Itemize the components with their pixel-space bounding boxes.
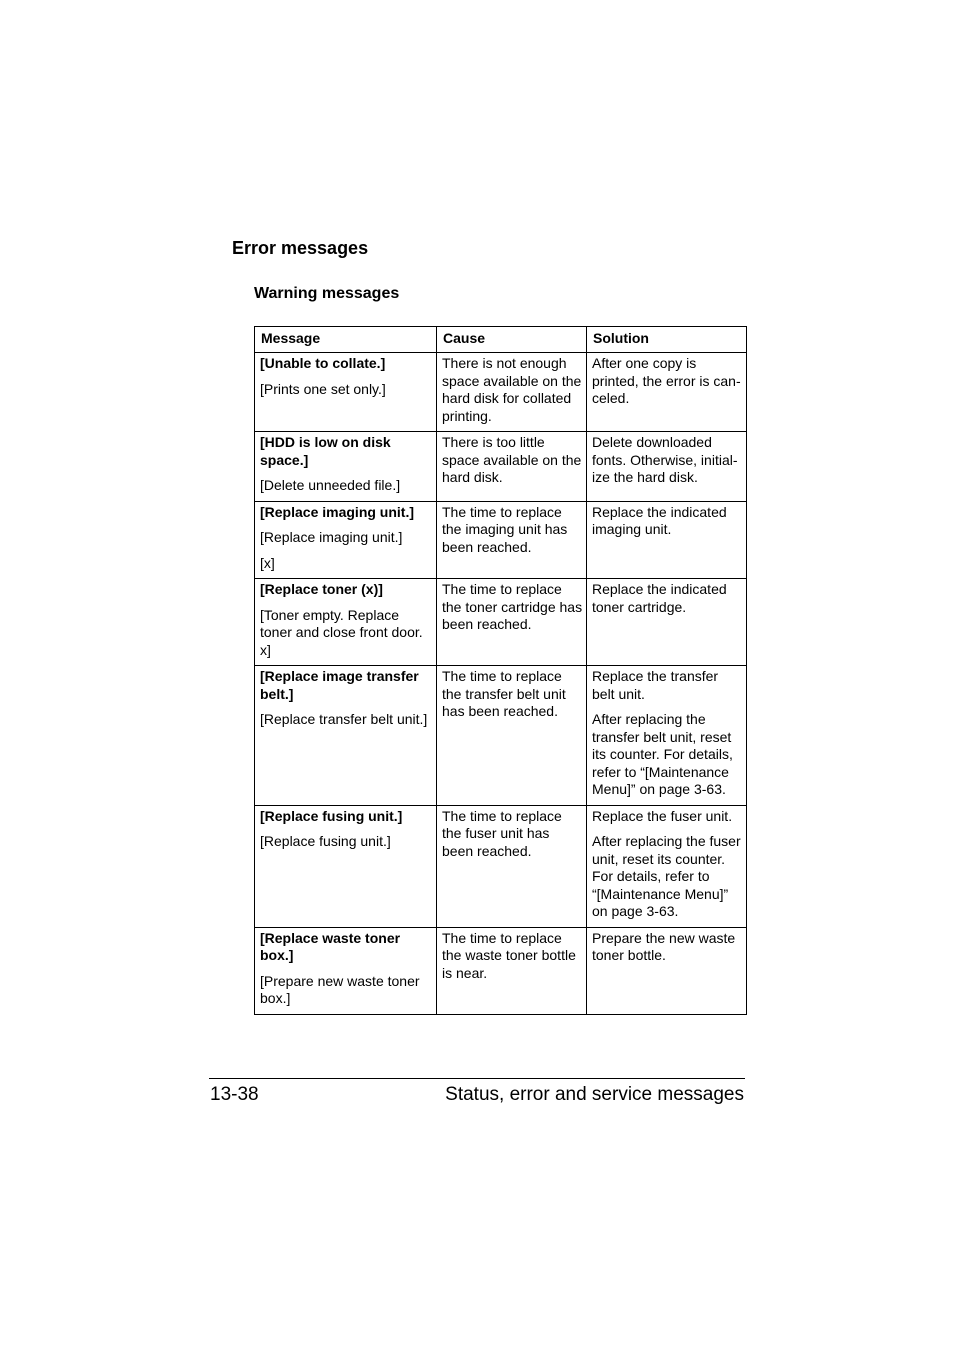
solution-cell <box>587 666 747 806</box>
solution-text: Replace the indicated imaging unit. <box>592 503 727 537</box>
column-header-solution: Solution <box>587 327 747 353</box>
solution-cell <box>587 805 747 927</box>
cause-cell <box>437 501 587 579</box>
solution-text: After replacing the transfer belt unit, reset its counter. For details, refer to “[Maintenance Menu]” on page 3-63. <box>592 711 733 797</box>
solution-text: After replacing the fuser unit, reset its counter. For details, refer to “[Maintenance Menu]” on page 3-63. <box>592 833 741 919</box>
cause-text: The time to replace the fuser unit has been reached. <box>442 807 562 859</box>
table-row <box>255 666 747 806</box>
column-header-cause: Cause <box>437 327 587 353</box>
table-row <box>255 805 747 927</box>
solution-cell <box>587 927 747 1014</box>
message-cell <box>255 666 437 806</box>
solution-text: Delete downloaded fonts. Otherwise, initial-ize the hard disk. <box>592 434 738 485</box>
message-cell <box>255 353 437 432</box>
table-row <box>255 353 747 432</box>
cause-text: The time to replace the imaging unit has been reached. <box>442 503 568 555</box>
message-display-text: [Replace transfer belt unit.] <box>260 711 428 727</box>
cause-cell <box>437 579 587 666</box>
cause-cell <box>437 805 587 927</box>
solution-text: Replace the indicated toner cartridge. <box>592 581 727 615</box>
message-display-text: [Delete unneeded file.] <box>260 477 401 493</box>
table-row <box>255 927 747 1014</box>
cause-text: The time to replace the transfer belt unit has been reached. <box>442 668 566 719</box>
message-title: [Replace image transfer belt.] <box>260 668 419 702</box>
footer-divider <box>209 1078 745 1079</box>
cause-text: There is not enough space available on the hard disk for collated printing. <box>442 355 582 424</box>
message-title: [Replace fusing unit.] <box>260 807 403 824</box>
message-display-text: [Replace fusing unit.] <box>260 833 391 849</box>
message-display-text: [x] <box>260 554 275 571</box>
message-title: [Replace toner (x)] <box>260 581 383 597</box>
solution-cell <box>587 501 747 579</box>
message-cell <box>255 579 437 666</box>
cause-cell <box>437 353 587 432</box>
subsection-heading: Warning messages <box>254 285 400 302</box>
table-row <box>255 501 747 579</box>
solution-text: Replace the transfer belt unit. <box>592 668 719 702</box>
cause-cell <box>437 432 587 502</box>
message-cell <box>255 501 437 579</box>
table-header <box>255 327 747 353</box>
column-header-message: Message <box>255 327 437 353</box>
message-display-text: [Prepare new waste toner box.] <box>260 972 420 1006</box>
message-cell <box>255 805 437 927</box>
message-title: [Replace waste toner box.] <box>260 929 401 963</box>
solution-text: After one copy is printed, the error is can-celed. <box>592 355 741 406</box>
message-display-text: [Toner empty. Replace toner and close front door. x] <box>260 606 423 658</box>
message-cell <box>255 927 437 1014</box>
message-title: [Unable to collate.] <box>260 355 386 371</box>
section-heading: Error messages <box>232 238 369 258</box>
message-cell <box>255 432 437 502</box>
message-display-text: [Replace imaging unit.] <box>260 529 403 545</box>
table-row <box>255 432 747 502</box>
solution-cell <box>587 432 747 502</box>
message-title: [Replace imaging unit.] <box>260 503 415 520</box>
cause-text: The time to replace the toner cartridge has been reached. <box>442 581 583 632</box>
solution-cell <box>587 353 747 432</box>
solution-text: Prepare the new waste toner bottle. <box>592 929 736 963</box>
solution-cell <box>587 579 747 666</box>
table-row <box>255 579 747 666</box>
message-title: [HDD is low on disk space.] <box>260 434 391 468</box>
solution-text: Replace the fuser unit. <box>592 807 733 824</box>
table-body <box>255 353 747 1015</box>
cause-text: The time to replace the waste toner bottle is near. <box>442 929 576 981</box>
cause-cell <box>437 927 587 1014</box>
page-number: 13-38 <box>210 1084 259 1105</box>
chapter-title: Status, error and service messages <box>445 1084 744 1105</box>
cause-cell <box>437 666 587 806</box>
cause-text: There is too little space available on the hard disk. <box>442 434 582 485</box>
message-display-text: [Prints one set only.] <box>260 380 386 397</box>
table-header-row <box>255 327 747 353</box>
warning-messages-table <box>254 326 747 1015</box>
